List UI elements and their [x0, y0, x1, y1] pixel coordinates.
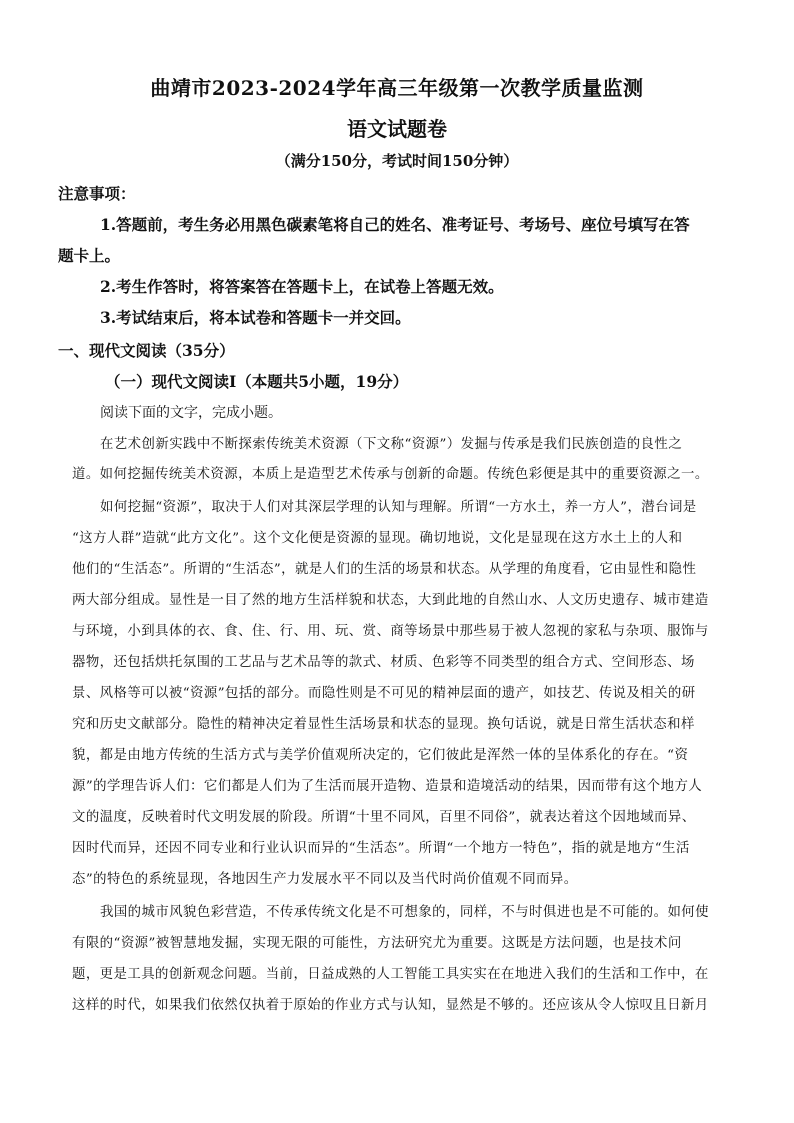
- reading-instruction: 阅读下面的文字，完成小题。: [100, 405, 282, 421]
- exam-title: 曲靖市2023-2024学年高三年级第一次教学质量监测: [150, 76, 644, 100]
- passage-line: 在艺术创新实践中不断探索传统美术资源（下文称“资源”）发掘与传承是我们民族创造的良性之: [100, 437, 683, 452]
- exam-subtitle: 语文试题卷: [347, 117, 447, 141]
- passage-line: 如何挖掘“资源”，取决于人们对其深层学理的认知与理解。所谓“一方水土，养一方人”，潜台词是: [100, 500, 697, 515]
- passage-line: 这样的时代，如果我们依然仅执着于原始的作业方式与认知，显然是不够的。还应该从令人惊叹且日新月: [72, 998, 709, 1013]
- passage-line: 道。如何挖掘传统美术资源，本质上是造型艺术传承与创新的命题。传统色彩便是其中的重要资源之一。: [72, 467, 709, 482]
- passage-line: 题，更是工具的创新观念问题。当前，日益成熟的人工智能工具实实在在地进入我们的生活和工作中，在: [72, 967, 709, 982]
- passage-line: 两大部分组成。显性是一目了然的地方生活样貌和状态，大到此地的自然山水、人文历史遗存、城市建造: [72, 593, 709, 608]
- notice-item-1-cont: 题卡上。: [58, 246, 121, 265]
- passage-line: 态”的特色的系统显现，各地因生产力发展水平不同以及当代时尚价值观不同而异。: [72, 872, 578, 887]
- notice-heading: 注意事项：: [58, 184, 136, 203]
- notice-item-2: 2.考生作答时，将答案答在答题卡上，在试卷上答题无效。: [100, 277, 504, 296]
- passage-line: 因时代而异，还因不同专业和行业认识而异的“生活态”。所谓“一个地方一特色”，指的就是地方“生活: [72, 841, 690, 856]
- passage-line: 他们的“生活态”。所谓的“生活态”，就是人们的生活的场景和状态。从学理的角度看，它由显性和隐性: [72, 562, 697, 577]
- passage-line: 器物，还包括烘托氛围的工艺品与艺术品等的款式、材质、色彩等不同类型的组合方式、空间形态、场: [72, 655, 695, 670]
- passage-line: 文的温度，反映着时代文明发展的阶段。所谓“十里不同风，百里不同俗”，就表达着这个因地域而异、: [72, 810, 696, 825]
- passage-line: 源”的学理告诉人们：它们都是人们为了生活而展开造物、造景和造境活动的结果，因而带有这个地方人: [72, 779, 703, 794]
- sub-section-heading: （一）现代文阅读Ⅰ（本题共5小题，19分）: [105, 372, 409, 391]
- passage-line: 与环境，小到具体的衣、食、住、行、用、玩、赏、商等场景中那些易于被人忽视的家私与杂项、服饰与: [72, 624, 709, 639]
- passage-line: 景、风格等可以被“资源”包括的部分。而隐性则是不可见的精神层面的遗产，如技艺、传说及相关的研: [72, 686, 696, 701]
- notice-item-3: 3.考试结束后，将本试卷和答题卡一并交回。: [100, 308, 411, 327]
- section-heading: 一、现代文阅读（35分）: [58, 341, 235, 360]
- passage-line: 究和历史文献部分。隐性的精神决定着显性生活场景和状态的显现。换句话说，就是日常生活状态和样: [72, 717, 695, 732]
- passage-line: 貌，都是由地方传统的生活方式与美学价值观所决定的，它们彼此是浑然一体的呈体系化的存在。“资: [72, 748, 689, 763]
- passage-line: 有限的“资源”被智慧地发掘，实现无限的可能性，方法研究尤为重要。这既是方法问题，也是技术问: [72, 936, 682, 951]
- passage-line: 我国的城市风貌色彩营造，不传承传统文化是不可想象的，同样，不与时俱进也是不可能的。如何使: [100, 905, 709, 920]
- notice-item-1: 1.答题前，考生务必用黑色碳素笔将自己的姓名、准考证号、考场号、座位号填写在答: [100, 215, 690, 234]
- passage-line: “这方人群”造就“此方文化”。这个文化便是资源的显现。确切地说，文化是显现在这方水土上的人和: [72, 531, 683, 546]
- exam-info: （满分150分，考试时间150分钟）: [275, 152, 519, 170]
